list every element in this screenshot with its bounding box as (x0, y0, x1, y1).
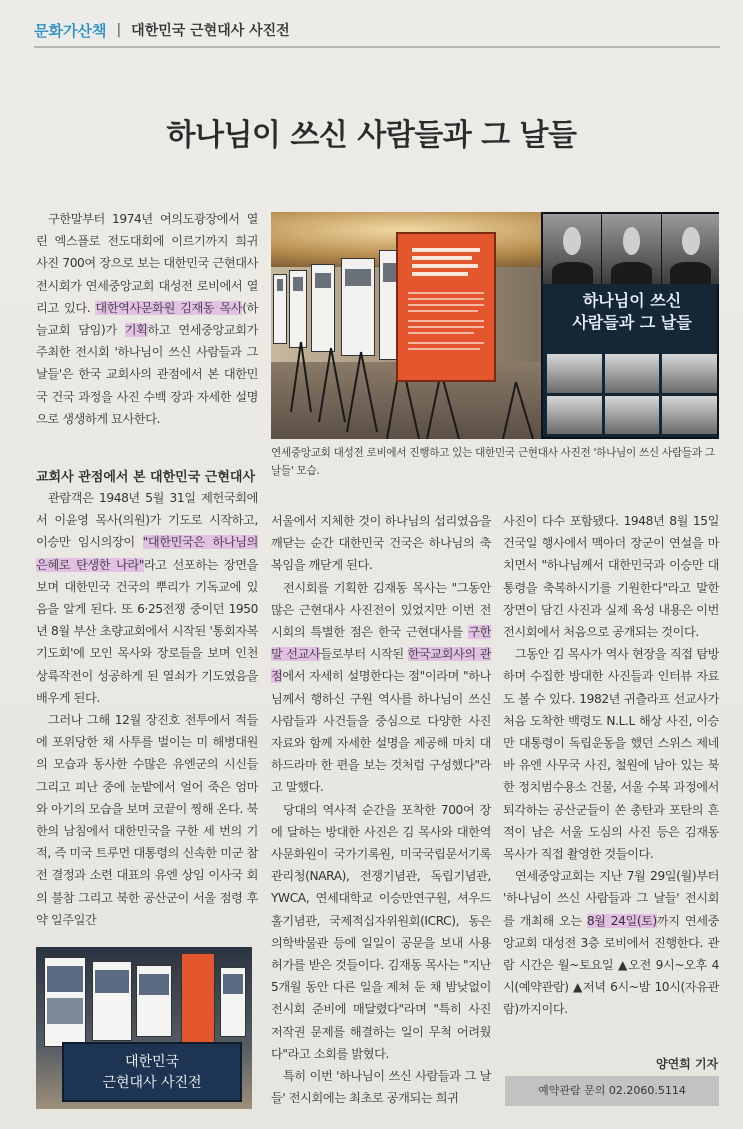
byline: 양연희 기자 (656, 1057, 719, 1071)
highlight-missionaries: 구한말 선교사 (271, 625, 491, 662)
column-1 (36, 487, 258, 931)
poster-title: 하나님이 쓰신 사람들과 그 날들 (572, 291, 692, 332)
header (34, 14, 720, 48)
paragraph: 그러나 그해 12월 장진호 전투에서 적들에 포위당한 채 사투를 벌이는 미 해병대원의 모습과 동사한 수많은 유엔군의 시신들 그리고 피난 중에 눈밭에서 얼어 죽은 엄마와 아기의 모습을 보며 코끝이 찡해 온다. 북한의 남침에서 대한민국을 구한 세 번의 기적, 즉 미국 트루먼 대통령의 신속한 미군 참전 결정과 소련 대표의 유엔 상임 이사국 회의 불참 그리고 북한 공산군이 서울 점령 후 약 일주일간 (36, 713, 258, 927)
subheading: 교회사 관점에서 본 대한민국 근현대사 (36, 470, 256, 485)
highlight-organizer: 대한역사문화원 김재동 목사 (95, 300, 243, 315)
paragraph: 당대의 역사적 순간을 포착한 700여 장에 달하는 방대한 사진은 김 목사와 대한역사문화원이 국가기록원, 미국국립문서기록관리청(NARA), 전쟁기념관, 독립기념관, YWCA, 연세대학교 이승만연구원, 셔우드홀기념관, 국제적십자위원회(ICRC), 동은의학박물관 등에 일일이 공문을 보내 사용 허가를 받은 것들이다. 김재동 목사는 "지난 5개월 동안 다른 일을 제쳐 둔 채 밤낮없이 전시회 준비에 매달렸다"라며 "특히 사진 저작권 문제를 해결하는 일이 무척 어려웠다"라고 소회를 밝혔다. (271, 802, 491, 1061)
section-name: 문화가산책 (34, 21, 107, 40)
exhibition-photo (271, 212, 719, 439)
paragraph: 사진이 다수 포함됐다. 1948년 8월 15일 건국일 행사에서 맥아더 장군이 연설을 마치면서 "하나님께서 대한민국과 이승만 대통령을 축복하시기를 기원한다"라고 말한 장면이 담긴 사진과 실제 육성 내용은 이번 전시회에서 처음으로 공개되는 것이다. (503, 514, 719, 640)
paragraph: 서울에서 지체한 것이 하나님의 섭리였음을 깨닫는 순간 대한민국 건국은 하나님의 축복임을 깨닫게 된다. (271, 514, 491, 573)
highlight-end-date: 8월 24일(토) (586, 913, 657, 928)
highlight-perspective: 한국교회사의 관점 (271, 647, 491, 684)
poster-photo-grid (547, 354, 717, 434)
paragraph: 관람객은 1948년 5월 31일 제헌국회에서 이윤영 목사(의원)가 기도로 시작하고, 이승만 임시의장이 "대한민국은 하나님의 은혜로 탄생한 나라"라고 선포하는 장면을 보며 대한민국 건국의 뿌리가 기독교에 있음을 알게 된다. 또 6·25전쟁 중이던 1950년 8월 부산 초량교회에서 시작된 '통회자복기도회'에 모인 목사와 장로들을 보며 인천상륙작전이 성공하게 된 열쇠가 기도였음을 배우게 된다. (36, 491, 259, 705)
paragraph: 연세중앙교회는 지난 7월 29일(월)부터 '하나님이 쓰신 사람들과 그 날들' 전시회를 개최해 오는 8월 24일(토)까지 연세중앙교회 대성전 3층 로비에서 진행한다. 관람 시간은 월~토요일 ▲오전 9시~오후 4시(예약관람) ▲저녁 6시~밤 10시(자유관람)까지이다. (503, 869, 719, 1017)
article-title: 하나님이 쓰신 사람들과 그 날들 (166, 118, 577, 153)
highlight-quote: "대한민국은 하나님의 은혜로 탄생한 나라" (36, 535, 259, 572)
paragraph: 전시회를 기획한 김재동 목사는 "그동안 많은 근현대사 사진전이 있었지만 이번 전시회의 특별한 점은 한국 근현대사를 구한말 선교사들로부터 시작된 한국교회사의 관점에서 자세히 설명한다는 점"이라며 "하나님께서 행하신 구원 역사를 하나님이 쓰신 사람들과 사건들을 중심으로 다양한 사진 자료와 함께 자세한 설명을 제공해 마치 대하드라마 한 편을 보는 것처럼 구성했다"라고 말했다. (271, 580, 491, 795)
highlight-planned: 기획 (124, 323, 148, 338)
column-2 (271, 510, 491, 1109)
paragraph: 그동안 김 목사가 역사 현장을 직접 탐방하며 수집한 방대한 사진들과 인터뷰 자료도 볼 수 있다. 1982년 귀츨라프 선교사가 처음 도착한 백령도 N.L.L 해상 사진, 이승만 대통령이 독립운동을 했던 스위스 제네바 유엔 사무국 사진, 철원에 남아 있는 북한 정치범수용소 건물, 서울 수복 과정에서 퇴각하는 공산군들이 쏜 총탄과 포탄의 흔적이 남은 서울 도심의 사진 등은 김재동 목사가 직접 촬영한 것들이다. (503, 647, 719, 862)
contact-box: 예약관람 문의 02.2060.5114 (505, 1076, 719, 1106)
portrait-strip (543, 214, 719, 284)
banner-label: 대한민국 근현대사 사진전 (62, 1042, 242, 1102)
orange-poster (396, 232, 496, 382)
intro-column (36, 208, 258, 430)
photo-caption: 연세중앙교회 대성전 로비에서 진행하고 있는 대한민국 근현대사 사진전 '하나님이 쓰신 사람들과 그 날들' 모습. (271, 447, 715, 477)
title-poster (541, 212, 719, 439)
intro-paragraph: 구한말부터 1974년 여의도광장에서 열린 엑스플로 전도대회에 이르기까지 희귀 사진 700여 장으로 보는 대한민국 근현대사 전시회가 연세중앙교회 대성전 로비에서 열리고 있다. 대한역사문화원 김재동 목사(하늘교회 담임)가 기획하고 연세중앙교회가 주최한 전시회 '하나님이 쓰신 사람들과 그 날들'은 한국 교회사의 관점에서 본 대한민국 건국 과정을 사진 수백 장과 자세한 설명으로 생생하게 묘사한다. (36, 212, 258, 426)
header-subject: 대한민국 근현대사 사진전 (131, 23, 290, 39)
paragraph: 특히 이번 '하나님이 쓰신 사람들과 그 날들' 전시회에는 최초로 공개되는 희귀 (271, 1069, 491, 1106)
column-3 (503, 510, 719, 1021)
header-separator: | (116, 22, 122, 38)
exhibition-banner-photo (36, 947, 252, 1109)
